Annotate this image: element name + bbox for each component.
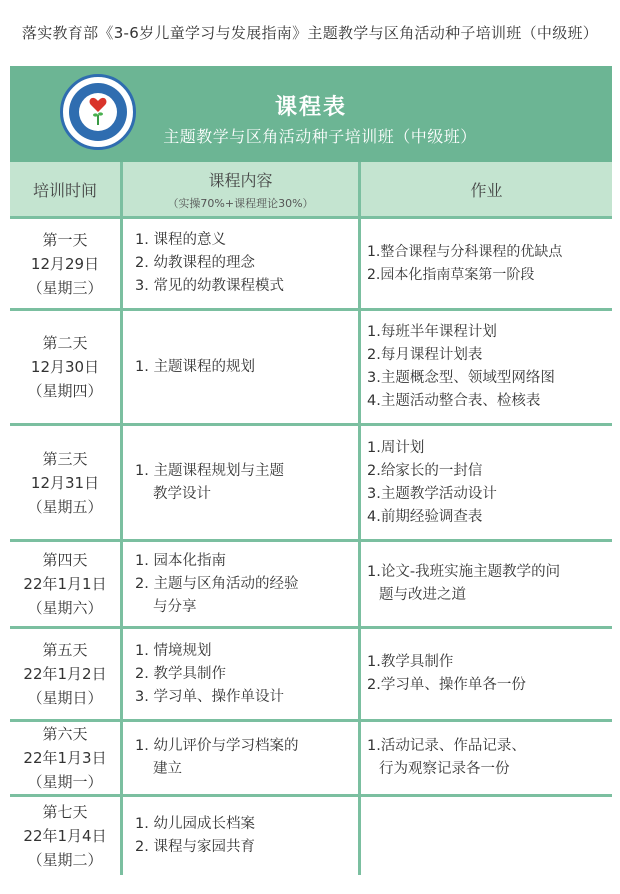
table-row xyxy=(10,542,612,629)
homework-cell: 1.周计划 2.给家长的一封信 3.主题教学活动设计 4.前期经验调查表 xyxy=(361,426,612,542)
table-row xyxy=(10,426,612,542)
column-header-homework: 作业 xyxy=(361,162,612,219)
content-cell: 1. 主题课程的规划 xyxy=(123,311,361,426)
table-row xyxy=(10,311,612,426)
table-row xyxy=(10,722,612,797)
content-cell: 1. 主题课程规划与主题 教学设计 xyxy=(123,426,361,542)
page-title: 落实教育部《3-6岁儿童学习与发展指南》主题教学与区角活动种子培训班（中级班） xyxy=(21,24,599,42)
homework-cell: 1.教学具制作 2.学习单、操作单各一份 xyxy=(361,629,612,722)
content-cell: 1. 园本化指南 2. 主题与区角活动的经验 与分享 xyxy=(123,542,361,629)
time-cell: 第七天 22年1月4日 （星期二） xyxy=(10,797,123,875)
column-header-content: 课程内容 （实操70%+课程理论30%） xyxy=(123,162,361,219)
homework-cell: 1.活动记录、作品记录、 行为观察记录各一份 xyxy=(361,722,612,797)
content-cell: 1. 情境规划 2. 教学具制作 3. 学习单、操作单设计 xyxy=(123,629,361,722)
time-cell: 第六天 22年1月3日 （星期一） xyxy=(10,722,123,797)
content-cell: 1. 幼儿园成长档案 2. 课程与家园共育 xyxy=(123,797,361,875)
content-ratio-note: （实操70%+课程理论30%） xyxy=(167,196,314,210)
schedule-table-wrapper xyxy=(10,162,612,875)
table-row xyxy=(10,797,612,875)
time-cell: 第二天 12月30日 （星期四） xyxy=(10,311,123,426)
homework-cell: 1.论文-我班实施主题教学的问 题与改进之道 xyxy=(361,542,612,629)
content-cell: 1. 幼儿评价与学习档案的 建立 xyxy=(123,722,361,797)
homework-cell xyxy=(361,797,612,875)
table-header-row xyxy=(10,162,612,219)
column-header-time: 培训时间 xyxy=(10,162,123,219)
homework-cell: 1.整合课程与分科课程的优缺点 2.园本化指南草案第一阶段 xyxy=(361,219,612,311)
table-row xyxy=(10,629,612,722)
homework-cell: 1.每班半年课程计划 2.每月课程计划表 3.主题概念型、领域型网络图 4.主题活动整合表、检核表 xyxy=(361,311,612,426)
table-row xyxy=(10,219,612,311)
time-cell: 第一天 12月29日 （星期三） xyxy=(10,219,123,311)
time-cell: 第五天 22年1月2日 （星期日） xyxy=(10,629,123,722)
schedule-subtitle: 主题教学与区角活动种子培训班（中级班） xyxy=(163,127,477,146)
schedule-header xyxy=(10,66,612,162)
time-cell: 第三天 12月31日 （星期五） xyxy=(10,426,123,542)
schedule-table xyxy=(10,162,612,875)
schedule-sheet xyxy=(10,66,612,874)
time-cell: 第四天 22年1月1日 （星期六） xyxy=(10,542,123,629)
schedule-title: 课程表 xyxy=(274,95,347,120)
content-cell: 1. 课程的意义 2. 幼教课程的理念 3. 常见的幼教课程模式 xyxy=(123,219,361,311)
